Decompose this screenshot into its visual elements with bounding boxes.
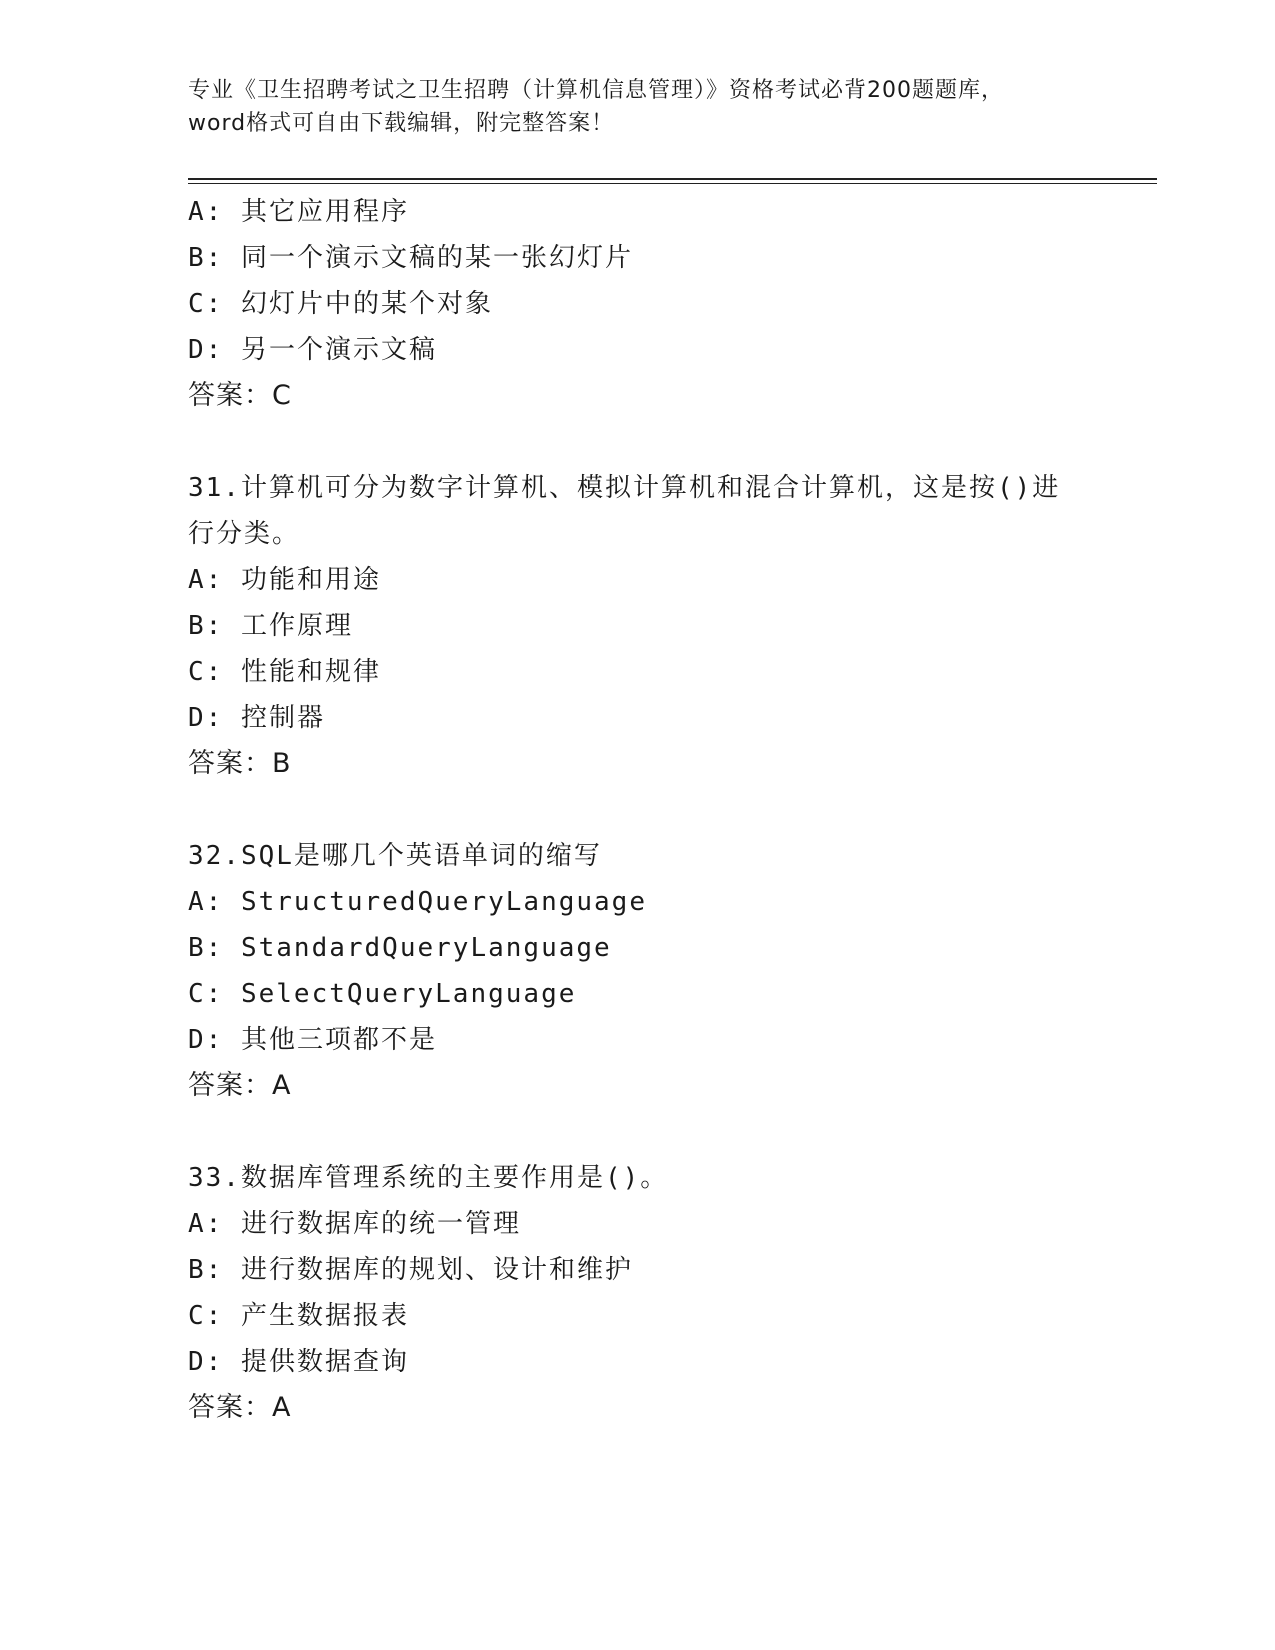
- question-block-33: [188, 1155, 1088, 1431]
- header-line-1: 专业《卫生招聘考试之卫生招聘（计算机信息管理）》资格考试必背200题题库，: [188, 78, 1004, 103]
- question-block-32: [188, 833, 1088, 1109]
- option-d: D: 其他三项都不是: [188, 1025, 437, 1055]
- option-b: B: 进行数据库的规划、设计和维护: [188, 1255, 633, 1285]
- header-divider-bottom: [188, 183, 1157, 184]
- spacer: [188, 787, 1088, 833]
- question-text: 31.计算机可分为数字计算机、模拟计算机和混合计算机，这是按()进: [188, 473, 1061, 503]
- question-block-31: [188, 465, 1088, 787]
- option-a: A: 进行数据库的统一管理: [188, 1209, 521, 1239]
- question-text: 33.数据库管理系统的主要作用是()。: [188, 1163, 669, 1193]
- option-b: B: 同一个演示文稿的某一张幻灯片: [188, 243, 633, 273]
- option-b: B: StandardQueryLanguage: [188, 933, 612, 963]
- option-a: A: 其它应用程序: [188, 197, 409, 227]
- option-a: A: 功能和用途: [188, 565, 381, 595]
- answer-line: 答案：A: [188, 1070, 292, 1101]
- document-header: [188, 74, 1088, 140]
- question-text-continued: 行分类。: [188, 519, 301, 549]
- header-divider-top: [188, 178, 1157, 180]
- spacer: [188, 1109, 1088, 1155]
- option-c: C: 产生数据报表: [188, 1301, 409, 1331]
- option-c: C: SelectQueryLanguage: [188, 979, 577, 1009]
- option-c: C: 性能和规律: [188, 657, 381, 687]
- header-line-2: word格式可自由下载编辑，附完整答案！: [188, 111, 615, 136]
- option-a: A: StructuredQueryLanguage: [188, 887, 647, 917]
- answer-line: 答案：B: [188, 748, 292, 779]
- option-d: D: 提供数据查询: [188, 1347, 409, 1377]
- question-list: [188, 189, 1088, 1431]
- spacer: [188, 419, 1088, 465]
- answer-line: 答案：A: [188, 1392, 292, 1423]
- question-block-30: [188, 189, 1088, 419]
- option-c: C: 幻灯片中的某个对象: [188, 289, 493, 319]
- answer-line: 答案：C: [188, 380, 292, 411]
- option-d: D: 控制器: [188, 703, 325, 733]
- option-b: B: 工作原理: [188, 611, 353, 641]
- question-text: 32.SQL是哪几个英语单词的缩写: [188, 841, 602, 871]
- option-d: D: 另一个演示文稿: [188, 335, 437, 365]
